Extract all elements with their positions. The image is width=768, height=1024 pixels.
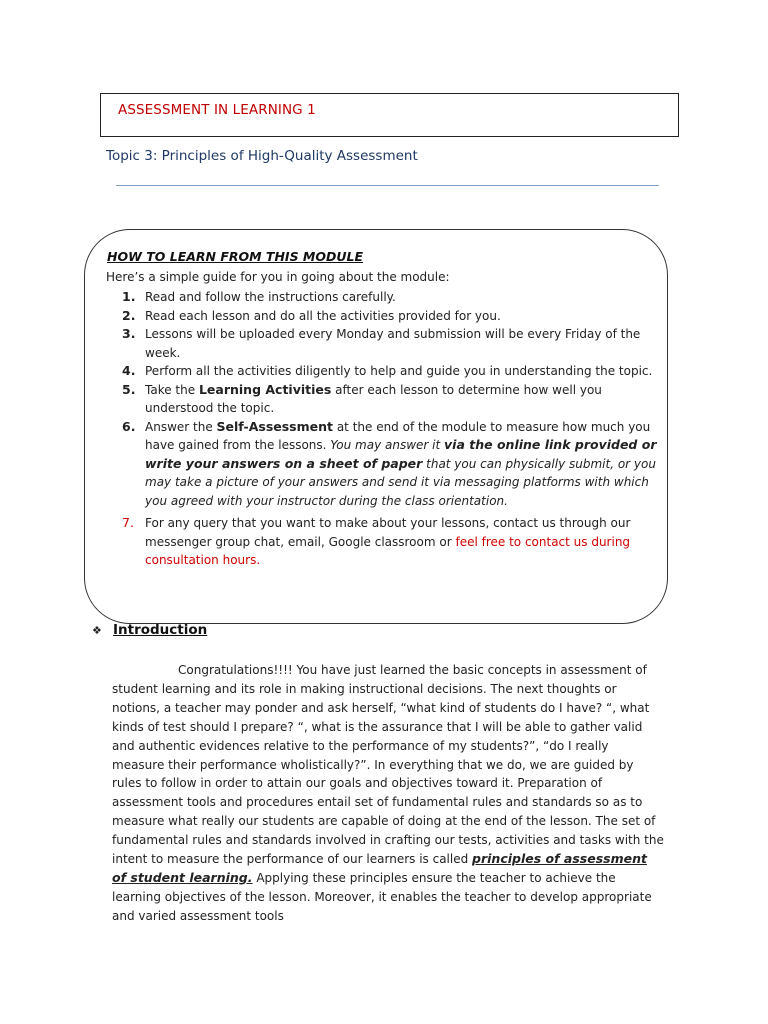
guide-title: HOW TO LEARN FROM THIS MODULE <box>107 249 364 264</box>
list-text: Lessons will be uploaded every Monday and submission will be every Friday of the week. <box>145 327 641 360</box>
list-number: 7. <box>122 515 134 530</box>
list-text: Read each lesson and do all the activities provided for you. <box>145 308 501 323</box>
header-box <box>100 93 679 137</box>
intro-text-before: Congratulations!!!! You have just learned the basic concepts in assessment of student learning and its role in making instructional decisions. The next thoughts or notions, a teacher may ponder and ask herself, “what kind of students do I have? “, what kinds of test should I prepare? “, what is the assurance that I will be able to gather valid and authentic evidences relative to the performance of my students?”, “do I really measure their performance wholistically?”. In everything that we do, we are guided by rules to follow in order to attain our goals and objectives toward it. Preparation of assessment tools and procedures entail set of fundamental rules and standards so as to measure what really our students are capable of doing at the end of the lesson. The set of fundamental rules and standards involved in crafting our tests, activities and tasks with the intent to measure the performance of our learners is called <box>112 663 664 867</box>
list-text-post: at the end of the module to measure how much you have gained from the lessons. <box>145 419 651 452</box>
list-text-bold: Self-Assessment <box>216 418 333 434</box>
divider <box>116 185 659 186</box>
list-text-italic: that you can physically submit, or you may take a picture of your answers and send it via messaging platforms with which you agreed with your instructor during the class orientation. <box>145 456 656 508</box>
guide-steps <box>104 288 664 570</box>
topic-title: Topic 3: Principles of High-Quality Assessment <box>106 148 418 164</box>
list-text: For any query that you want to make about your lessons, contact us through our messenger group chat, email, Google classroom or <box>145 516 631 549</box>
list-number: 3. <box>122 326 136 341</box>
list-text-bold-italic: via the online link provided or write your answers on a sheet of paper <box>145 437 657 471</box>
list-number: 1. <box>122 289 136 304</box>
list-number: 4. <box>122 363 136 378</box>
list-item <box>104 325 664 362</box>
module-title: ASSESSMENT IN LEARNING 1 <box>118 102 316 118</box>
list-item <box>104 307 664 326</box>
list-item <box>104 288 664 307</box>
list-text-pre: Answer the <box>145 419 217 434</box>
intro-text-after: Applying these principles ensure the teacher to achieve the learning objectives of the lesson. Moreover, it enables the teacher to develop appropriate and varied assessment tools <box>112 870 652 923</box>
section-heading: Introduction <box>113 622 208 638</box>
list-text-italic: You may answer it <box>330 438 445 452</box>
list-text-post: after each lesson to determine how well you understood the topic. <box>145 382 602 415</box>
list-item <box>104 381 664 418</box>
list-number: 2. <box>122 307 136 323</box>
list-item <box>104 362 664 381</box>
list-number: 6. <box>122 418 136 434</box>
list-item <box>104 418 664 511</box>
intro-emphasis: principles of assessment of student learning. <box>112 851 647 885</box>
intro-paragraph <box>112 661 664 926</box>
list-text: Perform all the activities diligently to help and guide you in understanding the topic. <box>145 364 653 378</box>
list-number: 5. <box>122 381 136 397</box>
list-text-red: feel free to contact us during consultation hours. <box>145 534 631 567</box>
list-item <box>104 514 664 570</box>
list-text-pre: Take the <box>145 382 199 397</box>
list-text: Read and follow the instructions carefully. <box>145 290 396 304</box>
guide-intro: Here’s a simple guide for you in going about the module: <box>106 270 450 284</box>
list-text-bold: Learning Activities <box>198 381 332 397</box>
bullet-icon: ❖ <box>92 624 102 637</box>
